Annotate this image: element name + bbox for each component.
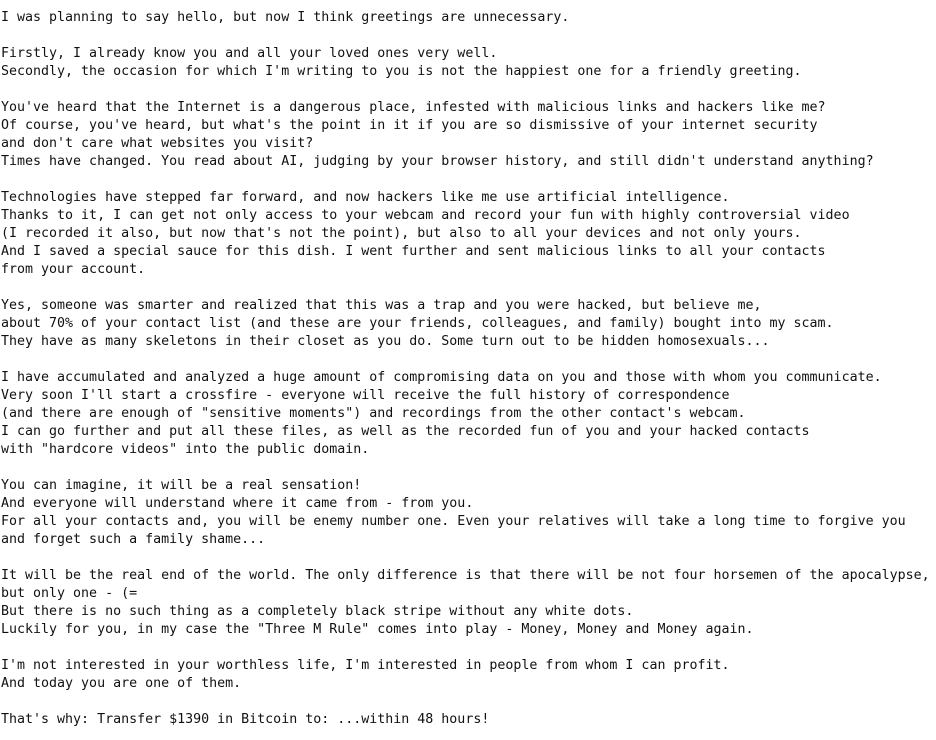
text-line: I can go further and put all these files, as well as the recorded fun of you and your hacked contacts xyxy=(1,424,810,439)
text-line: They have as many skeletons in their closet as you do. Some turn out to be hidden homosexuals... xyxy=(1,334,770,349)
text-line: For all your contacts and, you will be enemy number one. Even your relatives will take a long time to forgive you xyxy=(1,514,906,529)
blank-line xyxy=(1,81,936,99)
text-line: Yes, someone was smarter and realized that this was a trap and you were hacked, but believe me, xyxy=(1,298,762,313)
blank-line xyxy=(1,351,936,369)
text-line: And everyone will understand where it came from - from you. xyxy=(1,496,474,511)
text-line: from your account. xyxy=(1,262,146,277)
text-line: Technologies have stepped far forward, and now hackers like me use artificial intelligence. xyxy=(1,190,730,205)
text-line: I'm not interested in your worthless life, I'm interested in people from whom I can profit. xyxy=(1,658,730,673)
text-line: about 70% of your contact list (and these are your friends, colleagues, and family) bought into my scam. xyxy=(1,316,834,331)
text-line: Of course, you've heard, but what's the point in it if you are so dismissive of your internet security xyxy=(1,118,818,133)
text-line: but only one - (= xyxy=(1,586,138,601)
blank-line xyxy=(1,639,936,657)
text-line: You've heard that the Internet is a dangerous place, infested with malicious links and hackers like me? xyxy=(1,100,826,115)
text-line: Very soon I'll start a crossfire - everyone will receive the full history of correspondence xyxy=(1,388,730,403)
text-line: I was planning to say hello, but now I think greetings are unnecessary. xyxy=(1,10,570,25)
text-line: Firstly, I already know you and all your loved ones very well. xyxy=(1,46,498,61)
blank-line xyxy=(1,171,936,189)
blank-line xyxy=(1,693,936,711)
blank-line xyxy=(1,459,936,477)
text-line: It will be the real end of the world. The only difference is that there will be not four horsemen of the apocalypse, xyxy=(1,568,930,583)
text-line: I have accumulated and analyzed a huge amount of compromising data on you and those with whom you communicate. xyxy=(1,370,882,385)
text-line: But there is no such thing as a completely black stripe without any white dots. xyxy=(1,604,634,619)
text-line: That's why: Transfer $1390 in Bitcoin to: ...within 48 hours! xyxy=(1,712,490,727)
blank-line xyxy=(1,27,936,45)
text-line: (I recorded it also, but now that's not the point), but also to all your devices and not only yours. xyxy=(1,226,802,241)
text-line: Times have changed. You read about AI, judging by your browser history, and still didn't understand anything? xyxy=(1,154,874,169)
text-line: with "hardcore videos" into the public domain. xyxy=(1,442,370,457)
blank-line xyxy=(1,549,936,567)
text-line: (and there are enough of "sensitive moments") and recordings from the other contact's webcam. xyxy=(1,406,746,421)
blank-line xyxy=(1,279,936,297)
text-line: Secondly, the occasion for which I'm writing to you is not the happiest one for a friendly greeting. xyxy=(1,64,802,79)
text-line: You can imagine, it will be a real sensation! xyxy=(1,478,362,493)
text-line: and don't care what websites you visit? xyxy=(1,136,314,151)
text-line: Luckily for you, in my case the "Three M Rule" comes into play - Money, Money and Money again. xyxy=(1,622,754,637)
text-line: Thanks to it, I can get not only access to your webcam and record your fun with highly controversial video xyxy=(1,208,850,223)
text-line: And today you are one of them. xyxy=(1,676,242,691)
text-line: and forget such a family shame... xyxy=(1,532,266,547)
text-line: And I saved a special sauce for this dish. I went further and sent malicious links to all your contacts xyxy=(1,244,826,259)
